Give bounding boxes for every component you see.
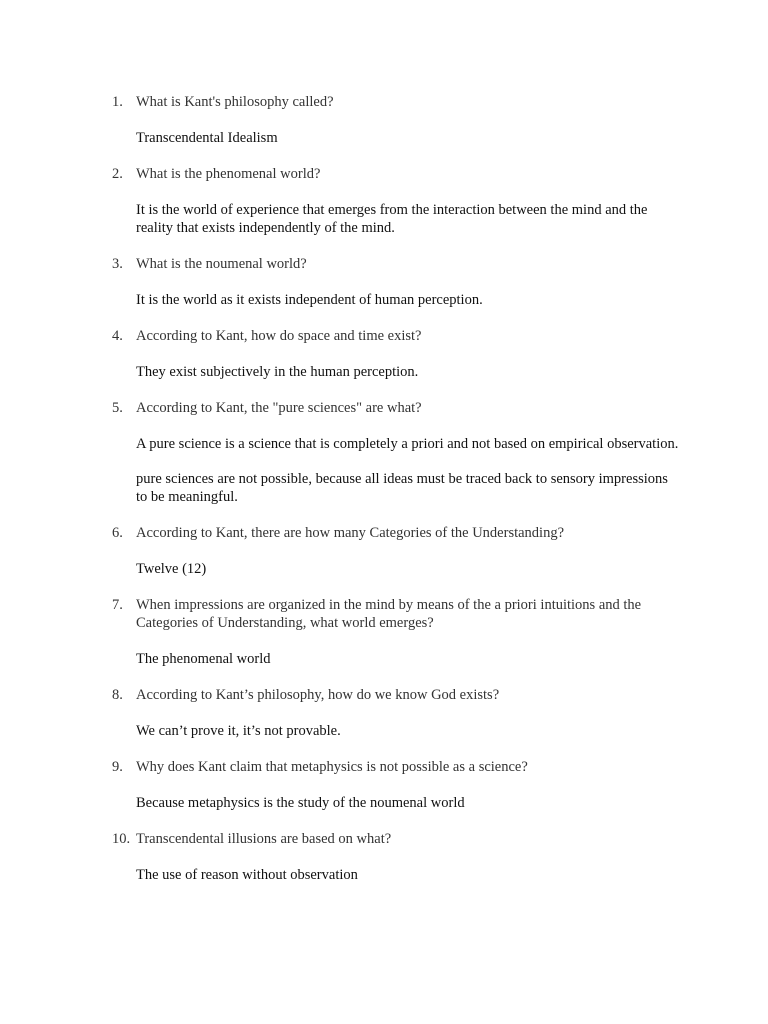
- answer-text: They exist subjectively in the human perception.: [136, 364, 419, 380]
- qa-item-4: [112, 327, 682, 381]
- answer-text: pure sciences are not possible, because all ideas must be traced back to sensory impressions to be meaningful.: [136, 471, 668, 505]
- question-number: 2.: [112, 166, 123, 182]
- answer-text: Transcendental Idealism: [136, 130, 278, 146]
- question-text: According to Kant, how do space and time exist?: [136, 328, 422, 344]
- question-text: What is Kant's philosophy called?: [136, 94, 334, 110]
- answer-text: It is the world as it exists independent of human perception.: [136, 292, 483, 308]
- question-number: 4.: [112, 328, 123, 344]
- question-text: According to Kant’s philosophy, how do we know God exists?: [136, 687, 500, 703]
- qa-item-1: [112, 93, 682, 147]
- qa-item-9: [112, 758, 682, 812]
- answer-text: A pure science is a science that is completely a priori and not based on empirical observation.: [136, 436, 679, 452]
- question-number: 8.: [112, 687, 123, 703]
- question-text: What is the noumenal world?: [136, 256, 307, 272]
- answer-text: The use of reason without observation: [136, 867, 358, 883]
- question-text: According to Kant, the "pure sciences" are what?: [136, 400, 422, 416]
- question-number: 1.: [112, 94, 123, 110]
- qa-item-6: [112, 524, 682, 578]
- qa-item-10: [112, 830, 682, 884]
- qa-item-8: [112, 686, 682, 740]
- answer-text: It is the world of experience that emerges from the interaction between the mind and the reality that exists independently of the mind.: [136, 202, 648, 236]
- answer-text: We can’t prove it, it’s not provable.: [136, 723, 341, 739]
- question-text: Why does Kant claim that metaphysics is not possible as a science?: [136, 759, 528, 775]
- question-number: 10.: [112, 831, 131, 847]
- question-number: 3.: [112, 256, 123, 272]
- question-text: What is the phenomenal world?: [136, 166, 321, 182]
- qa-item-3: [112, 255, 682, 309]
- qa-item-2: [112, 165, 682, 237]
- question-answer-list: [112, 93, 682, 902]
- qa-item-7: [112, 596, 682, 668]
- qa-item-5: [112, 399, 682, 506]
- answer-text: Because metaphysics is the study of the noumenal world: [136, 795, 465, 811]
- answer-text: Twelve (12): [136, 561, 207, 577]
- question-number: 7.: [112, 597, 123, 613]
- question-text: When impressions are organized in the mind by means of the a priori intuitions and the Categories of Understanding, what world emerges?: [136, 597, 642, 631]
- question-number: 5.: [112, 400, 123, 416]
- answer-text: The phenomenal world: [136, 651, 271, 667]
- question-text: Transcendental illusions are based on what?: [136, 831, 392, 847]
- question-number: 9.: [112, 759, 123, 775]
- question-text: According to Kant, there are how many Categories of the Understanding?: [136, 525, 565, 541]
- question-number: 6.: [112, 525, 123, 541]
